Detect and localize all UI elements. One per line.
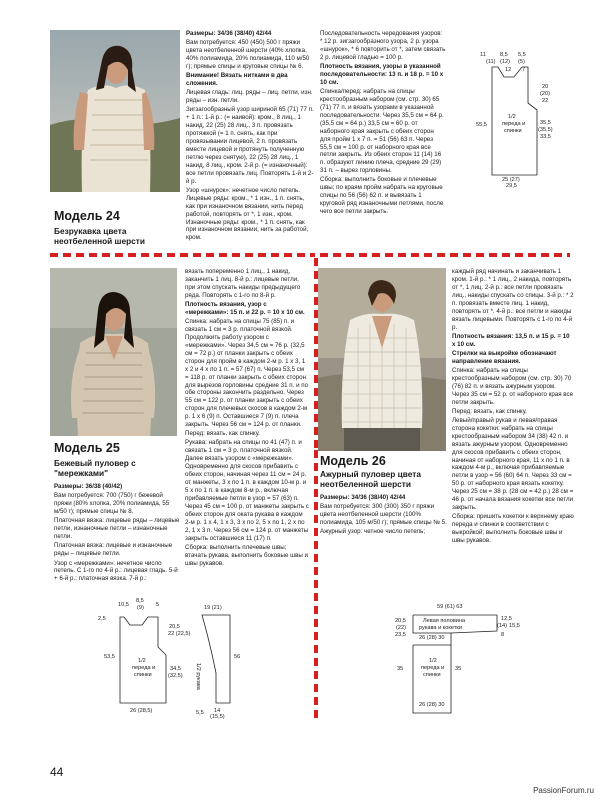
divider-horizontal-right [320,253,570,257]
m25-slv-label: 1/2 рукава [195,663,201,690]
m25-dim-right-low1: 34,5 [170,666,181,672]
model26-schema [385,603,525,723]
model24-stocking: Лицевая гладь: лиц. ряды – лиц. петли, изн. ряды – изн. петли. [186,89,313,105]
m26-center-3: спинки [423,672,441,678]
m26-dim-left2: (22) [396,625,406,631]
model26-materials: Вам потребуется: 300 (300) 350 г пряжи цвета неотбеленной шерсти (100% полиамида, 105 м/50 г); прямые спицы № 5. [320,503,447,527]
m26-center-2: переда и [421,665,445,671]
m25-dim-right1: 20,5 [169,624,180,630]
model25-subtitle: Бежевый пуловер с "мережками" [54,457,136,478]
m25-slv-b3: (15,5) [210,714,225,720]
m24-center-3: спинки [504,128,522,134]
model25-sleeve: Рукава: набрать на спицы по 41 (47) п. и связать 1 см = 3 р. платочной вязкой. Далее вязать узором с «мережками». Одновременно для скосов прибавить с обеих сторон, начиная через 11 см = 24 р. от манжеты, 3 х по 1 п. в каждом 10-м р. и 5 х по 1 п. в каждом 8-м р., включая прибавляемые петли в узор = 57 (63) п. Через 45 см = 100 р. от манжеты закрыть с обеих сторон для оката рукава в каждом 2-м р. 1 х 4, 1 х 3, 3 х по 2, 5 х по 1, 2 х по 2, 1 х 3 п. Через 56 см = 124 р. от манжеты закрыть оставшиеся 11 (17) п. [185,439,309,542]
model24-cord: Узор «шнурок»: нечетное число петель. Лицевые ряды: кром., * 1 изн., 1 п. снять, как при изнаночном вязании, нить перед работой, повторять от *, 1 изн., кром. Изнаночные ряды: кром., * 1 п. снять, как при изнаночном вязании, нить за работой, кром. [186,186,309,242]
m25-dim-top-right: 5 [156,602,160,608]
m24-dim-left: 55,5 [476,122,487,128]
m26-dim-left3: 23,5 [395,632,406,638]
model26-col1 [320,455,448,538]
model25-materials: Вам потребуется: 700 (750) г бежевой пряжи (80% хлопка, 20% полиамида, 55 м/50 г); прямые спицы № 8. [54,492,170,516]
m26-dim-vert: 35 [397,666,404,672]
watermark: PassionForum.ru [533,785,594,795]
m25-dim-right-low2: (32,5) [168,673,183,679]
model25-photo [50,268,177,436]
m26-dim-r3: 15,5 [509,623,520,629]
m26-dim-r1: 12,5 [501,616,512,622]
m24-dim-r6: 33,5 [540,134,551,140]
m25-center-2: переда и [132,665,156,671]
model24-back: Спинка/перед: набрать на спицы крестообразным набором (см. стр. 30) 65 (71) 77 п. и вязать узорами в указанной последовательности. Через 35,5 см = 64 р. (35,5 см = 64 р.) 33,5 см = 60 р. от наборного края закрыть с обеих сторон для пройм 1 х 7 п. = 51 (56) 63 п. Через 55,5 см = 100 р. от наборного края все петли закрыть. Из обеих сторон 11 (14) 16 п. образуют линию плеча, средние 29 (29) 31 п. – вырез горловины. [320,87,444,175]
model25-front: Перед: вязать, как спинку. [185,430,260,438]
m24-dim-t8: 7 [522,67,526,73]
m26-dim-left1: 20,5 [395,618,406,624]
model24-materials: Вам потребуется: 450 (450) 500 г пряжи цвета неотбеленной шерсти (40% хлопка, 40% полиамида, 20% полиамида, 110 м/50 г); прямые спицы и круговые спицы № 6. [186,39,310,70]
m26-dim-mid: 26 (28) 30 [419,635,445,641]
model25-density: Плотность вязания, узор с «мережками»: 15 п. и 22 р. = 10 х 10 см. [185,300,305,316]
m25-slv-b1: 5,5 [196,710,204,716]
m26-dim-r2: (14) [497,623,507,629]
m24-dim-b2: 29,5 [506,183,517,189]
model24-col2 [320,30,446,217]
m26-dim-bottom: 26 (28) 30 [419,702,445,708]
model26-density: Плотность вязания: 13,5 п. и 15 р. = 10 х 10 см. [452,332,570,348]
m25-dim-side-left: 2,5 [98,616,106,622]
m24-dim-r1: 20 [542,84,549,90]
model25-schema-sleeve [190,603,260,723]
m26-dim-r4: 8 [501,632,505,638]
model26-title: Модель 26 [320,454,386,468]
m24-dim-t2: 8,5 [500,52,508,58]
m25-slv-side: 56 [234,654,241,660]
model25-schema-body [98,598,191,723]
model25-assembly: Сборка: выполнить плечевые швы; втачать рукава, выполнить боковые швы и швы рукавов. [185,543,308,567]
m24-dim-t4: (11) [486,59,496,65]
divider-horizontal-left [50,253,315,257]
m25-dim-bottom: 26 (28,5) [130,708,153,714]
m24-dim-b1: 25 (27) [502,177,520,183]
m24-dim-t6: (5) [518,59,525,65]
m26-center-1: 1/2 [429,658,437,664]
m24-center-1: 1/2 [508,114,516,120]
m25-slv-b2: 14 [214,708,221,714]
m25-dim-right2: 22 (22,5) [168,631,191,637]
model25-back: Спинка: набрать на спицы 75 (85) п. и связать 1 см = 3 р. платочной вязкой. Продолжить работу узором с «мережками». Через 34,5 см = 76 р. (32,5 см = 72 р.) от планки закрыть с обеих сторон для пройм в каждом 2-м р. 1 х 3, 1 х 2 и 4 х по 1 п. = 57 (67) п. Через 53,5 см = 118 р. от планки закрыть с обеих сторон для вырезов горловины средние 31 п. и по обе стороны закончить раздельно. Через 55 см = 122 р. от планки закрыть с обеих сторон для плечевых скосов в каждом 2-м р. 1 х 6 (9) п. Оставшиеся 7 (9) п. плеча закрыть. Через 56 см = 124 р. от планки. [185,318,309,429]
m25-dim-top-left: 10,5 [118,602,129,608]
m26-yoke-2: рукава и кокетки [419,625,462,631]
model26-subtitle: Ажурный пуловер цвета неотбеленной шерсти [320,468,421,489]
m24-dim-t1: 11 [480,52,486,58]
m25-center-1: 1/2 [138,658,146,664]
m24-dim-r4: 35,5 [540,120,551,126]
m24-center-2: переда и [502,121,526,127]
m24-dim-r5: (35,5) [538,127,553,133]
model24-label-block [54,210,184,246]
m25-dim-vert-left: 53,5 [104,654,115,660]
model24-col1 [186,30,314,244]
model24-density: Плотность вязания, узоры в указанной последовательности: 13 п. и 18 р. = 10 х 10 см. [320,62,444,86]
model25-col1 [54,442,180,585]
divider-vertical-lower [314,450,318,720]
model26-photo [318,268,446,451]
model24-schema [462,52,572,190]
model26-front: Перед: вязать, как спинку. [452,407,527,415]
model24-attention: Внимание! Вязать нитками в два сложения. [186,72,288,87]
m25-dim-top-mid1: 8,5 [136,598,144,604]
model25-rib2: Платочная вязка: лицевые и изнаночные ряды – лицевые петли. [54,542,173,558]
model25-rib1: Платочная вязка: лицевые ряды – лицевые петли, изнаночные петли – изнаночные петли. [54,517,180,541]
m24-dim-t3: 5,5 [518,52,526,58]
model26-lace: Ажурный узор: четное число петель; [320,528,426,536]
m24-dim-t5: (12) [500,59,510,65]
model25-sizes: Размеры: 36/38 (40/42) [54,483,123,491]
model24-zigzag: Зигзагообразный узор шириной 65 (71) 77 п. + 1 п.: 1-й р.: (= наивой): кром., 8 лиц., 1 накид, 22 (25) 28 лиц., 3 п. провязать протяжкой (= 1 п. снять, как при провязывании лицевой, 2 п. провязать вместе лицевой и протянуть полученную петлю через снятую), 22 (25) 28 лиц., 1 накид, 8 лиц., кром. 2-й р. (= изнаночный): все петли провязать лиц. Повторять 1-й и 2-й р. [186,106,314,185]
m26-yoke-1: Левая половина [423,618,466,624]
model26-sizes: Размеры: 34/36 (38/40) 42/44 [320,494,406,502]
model24-subtitle: Безрукавка цвета неотбеленной шерсти [54,225,145,246]
model24-photo [50,30,180,192]
model24-sequence: Последовательность чередования узоров: * 12 р. зигзагообразного узора, 2 р. узора «шнурок», * 6 повторить от *, затем связать 2 р. лицевой гладью = 100 р. [320,30,446,61]
model24-sizes: Размеры: 34/36 (38/40) 42/44 [186,30,272,37]
model25-cont: вязать попеременно 1 лиц., 1 накид, заканчить 1 лиц. 8-й р.: лицевые петли, при этом спускать накиды предыдущего ряда. Повторять с 1-го по 8-й р. [185,268,301,299]
m26-dim-top: 59 (61) 63 [437,604,463,610]
m24-dim-t7: 12 [505,67,512,73]
model25-col2 [185,268,309,569]
model26-back: Спинка: набрать на спицы крестообразным набором (см. стр. 30) 70 (76) 82 п. и вязать ажурным узором. Через 35 см = 52 р. от наборного края все петли закрыть. [452,366,574,406]
m26-dim-side: 35 [455,666,462,672]
model25-title: Модель 25 [54,441,120,455]
model24-assembly: Сборка: выполнить боковые и плечевые швы; по краям пройм набрать на круговые спицы по 56 (56) 62 п. и вывязать 1 круговой ряд изнаночными петлями, после чего все петли закрыть. [320,176,444,216]
m24-dim-r2: (20) [540,91,550,97]
m24-dim-r3: 22 [542,98,549,104]
m25-center-3: спинки [134,672,152,678]
m25-slv-top: 19 (21) [204,605,222,611]
model26-assembly: Сборка: пришить кокетки к верхнему краю переда и спинки в соответствии с выкройкой; выполнить боковые швы и швы рукавов. [452,513,574,545]
m25-dim-top-mid2: (9) [137,605,144,611]
model26-cont: каждый ряд начинать и заканчивать 1 кром. 1-й р.: * 1 лиц., 2 накида, повторять от *, 1 лиц. 2-й р.: все петли провязать лиц., накиды спускать со спицы. 3-й р.: * 2 п. провязать вместе лиц. 1 накид, повторять от *. 4-й р.: все петли и накиды вязать лицевыми. Повторять с 1-го по 4-й р. [452,268,574,331]
model26-yoke: Левый/правый рукав и левая/правая сторона кокетки: набрать на спицы крестообразным набором 34 (38) 42 п. и вязать ажурным узором. Одновременно для скосов прибавить с обеих сторон, начиная от наборного края, 11 х по 1 п. в каждом 4-м р., включая прибавляемые петли в узор = 56 (60) 64 п. Через 33 см = 50 р. от наборного края вязать кокетку. Через 25 см = 38 р. (28 см = 42 р.) 28 см = 46 р. от начала вязания кокетки все петли закрыть. [452,416,574,512]
model26-col2 [452,268,574,546]
model25-lace: Узор с «мережками»: нечетное число петель. С 1-го по 4-й р.: лицевая гладь. 5-й + 6-й р.: платочная вязка. 7-й р.: [54,559,178,583]
model24-title: Модель 24 [54,209,120,223]
page-number: 44 [50,765,64,779]
model26-arrows: Стрелки на выкройке обозначают направление вязания. [452,349,557,365]
